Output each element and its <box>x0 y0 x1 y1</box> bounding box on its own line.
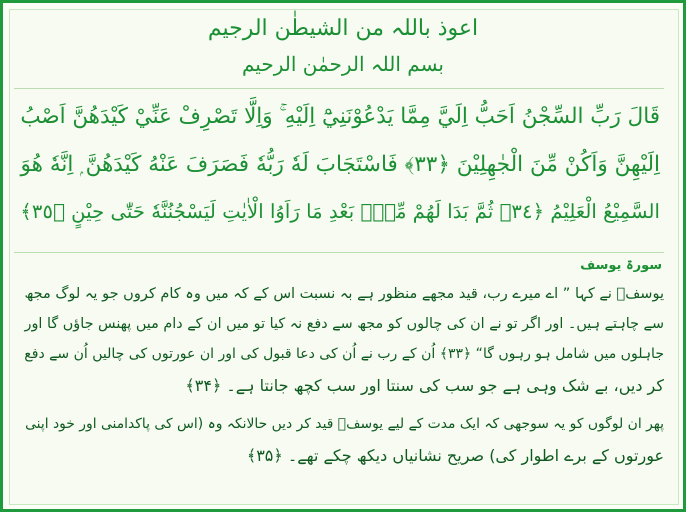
ayah-line-1: قَالَ رَبِّ السِّجْنُ اَحَبُّ اِلَيَّ مِمَّا يَدْعُوْنَنِيْٓ اِلَيْهِ ۚ وَاِلَّا تَصْرِفْ عَنِّيْ كَيْدَهُنَّ اَصْبُ <box>20 104 660 129</box>
translation-line-4: کر دیں، بے شک وہی ہے جو سب کی سنتا اور سب کچھ جانتا ہے۔ ﴿۳۴﴾ <box>185 376 664 395</box>
taawwudh-line: اعوذ باللہ من الشیطٰن الرجیم <box>207 16 479 41</box>
translation-line-1: یوسفؑ نے کہا ” اے میرے رب، قید مجھے منظور ہے بہ نسبت اس کے کہ میں وہ کام کروں جو یہ لوگ مجھ <box>24 286 664 302</box>
translation-line-2: سے چاہتے ہیں۔ اور اگر تو نے ان کی چالوں کو مجھ سے دفع نہ کیا تو میں ان کے دام میں پھنس جاؤں گا اور <box>24 316 664 332</box>
ayah-divider <box>14 252 664 253</box>
header-divider <box>14 88 664 89</box>
ayah-line-3: السَّمِيْعُ الْعَلِيْمُ ﴿٣٤﴾ ثُمَّ بَدَا لَهُمْ مِّنْۢ بَعْدِ مَا رَاَوُا الْاٰيٰتِ لَيَسْجُنُنَّهٗ حَتّٰى حِيْنٍ ﴿٣٥﴾ <box>20 200 660 223</box>
translation-line-3: جاہلوں میں شامل ہو رہوں گا“ ﴿۳۳﴾ اُن کے رب نے اُن کی دعا قبول کی اور ان عورتوں کی چالیں اُن سے دفع <box>24 346 664 362</box>
translation-line-6: عورتوں کے برے اطوار کی) صریح نشانیاں دیکھ چکے تھے۔ ﴿۳۵﴾ <box>246 446 664 465</box>
translation-line-5: پھر ان لوگوں کو یہ سوجھی کہ ایک مدت کے لیے یوسفؑ قید کر دیں حالانکہ وہ (اس کی پاکدامنی اور خود اپنی <box>25 416 664 432</box>
basmala-line: بسم اللہ الرحمٰن الرحیم <box>241 52 444 76</box>
surah-reference: سورۃ یوسف <box>580 258 662 273</box>
ayah-line-2: اِلَيْهِنَّ وَاَكُنْ مِّنَ الْجٰهِلِيْنَ ﴿٣٣﴾ فَاسْتَجَابَ لَهٗ رَبُّهٗ فَصَرَفَ عَنْهُ كَيْدَهُنَّ ۭ اِنَّهٗ هُوَ <box>20 152 660 177</box>
